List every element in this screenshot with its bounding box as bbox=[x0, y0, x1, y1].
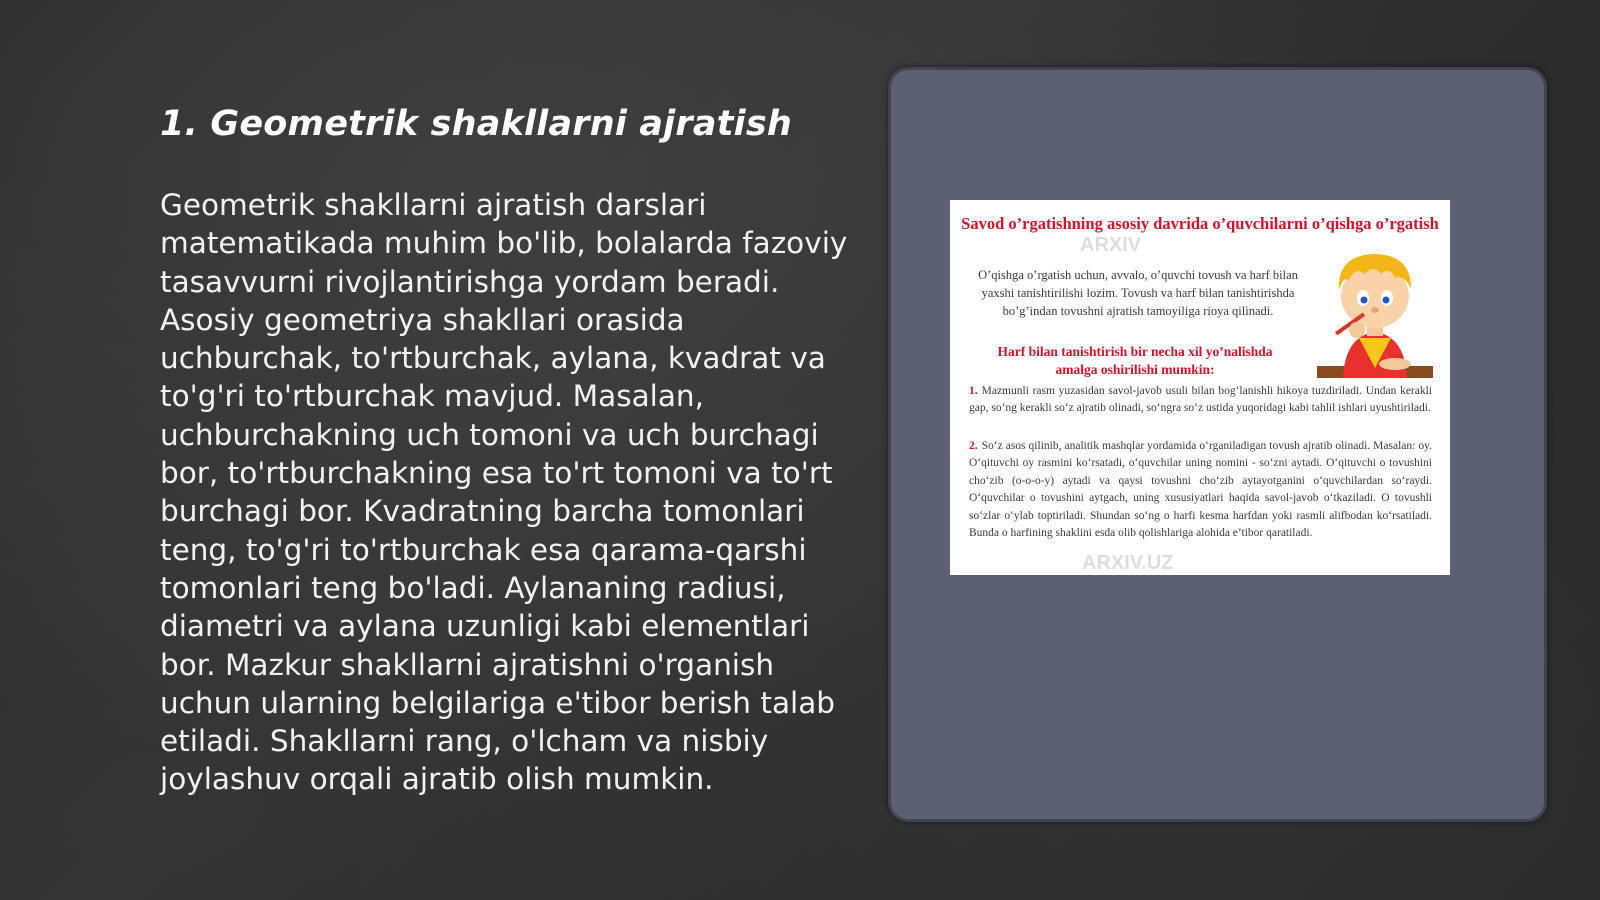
reading-boy-illustration bbox=[1315, 238, 1435, 382]
item-text: So‘z asos qilinib, analitik mashqlar yordamida o‘rganiladigan tovush ajratib olinadi. Masalan: oy. O‘qituvchi oy rasmini ko‘rsatadi, o‘quvchilar uning nomini - so‘zni aytadi. O‘qituvchi o tovushini cho‘zib (o-o-o-y) aytadi va qaysi tovushni cho‘zib aytayotganini o‘quvchilardan so‘raydi. O‘quvchilar o tovushini aytgach, uning xususiyatlari haqida savol-javob o‘tkaziladi. O tovushli so‘zlar o‘ylab toptiriladi. Shundan so‘ng o harfi kesma harfdan yoki rasmli alifbodan ko‘rsatiladi. Bunda o harfining shaklini esda olib qolishlariga alohida e’tibor qaratiladi. bbox=[969, 440, 1432, 540]
item-number: 2. bbox=[969, 440, 978, 452]
document-intro: O’qishga o’rgatish uchun, avvalo, o’quvchi tovush va harf bilan yaxshi tanishtirilishi lozim. Tovush va harf bilan tanishtirishda bo’g’indan tovushni ajratish tamoyiliga rioya qilinadi. bbox=[978, 268, 1298, 318]
item-text: Mazmunli rasm yuzasidan savol-javob usuli bilan bog‘lanishli hikoya tuzdiriladi. Undan kerakli gap, so‘ng kerakli so‘z ajratib olinadi, so‘ngra so‘z ustida yuqoridagi kabi tahlil ishlari uyushtiriladi. bbox=[969, 385, 1432, 415]
document-item bbox=[969, 383, 1432, 418]
watermark: ARXIV bbox=[1080, 234, 1142, 256]
document-image bbox=[950, 200, 1450, 575]
watermark: ARXIV.UZ bbox=[1082, 552, 1174, 574]
document-title: Savod o’rgatishning asosiy davrida o’quvchilarni o’qishga o’rgatish bbox=[961, 214, 1439, 233]
slide-body-text: Geometrik shakllarni ajratish darslari matematikada muhim bo'lib, bolalarda fazoviy tasavvurni rivojlantirishga yordam beradi. Asosiy geometriya shakllari orasida uchburchak, to'rtburchak, aylana, kvadrat va to'g'ri to'rtburchak mavjud. Masalan, uchburchakning uch tomoni va uch burchagi bor, to'rtburchakning esa to'rt tomoni va to'rt burchagi bor. Kvadratning barcha tomonlari teng, to'g'ri to'rtburchak esa qarama-qarshi tomonlari teng bo'ladi. Aylananing radiusi, diametri va aylana uzunligi kabi elementlari bor. Mazkur shakllarni ajratishni o'rganish uchun ularning belgilariga e'tibor berish talab etiladi. Shakllarni rang, o'lcham va nisbiy joylashuv orqali ajratib olish mumkin. bbox=[160, 188, 848, 797]
slide-title: 1. Geometrik shakllarni ajratish bbox=[160, 104, 792, 144]
document-item bbox=[969, 438, 1432, 542]
item-number: 1. bbox=[969, 385, 978, 397]
document-subtitle: Harf bilan tanishtirish bir necha xil yo’nalishda amalga oshirilishi mumkin: bbox=[997, 344, 1273, 377]
